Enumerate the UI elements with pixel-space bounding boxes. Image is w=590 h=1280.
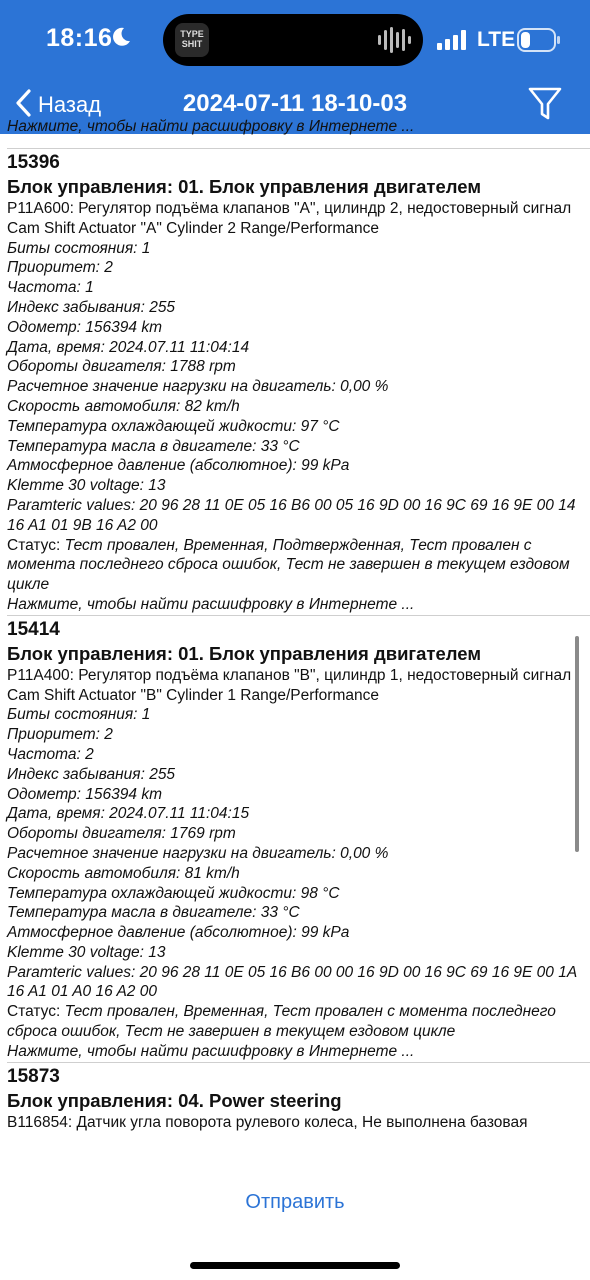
fault-description-en: Cam Shift Actuator "B" Cylinder 1 Range/Performance xyxy=(7,686,379,704)
top-bar xyxy=(0,0,590,134)
entry-code: 15873 xyxy=(7,1065,60,1087)
status-bits: Биты состояния: 1 xyxy=(7,239,151,257)
entry-code: 15396 xyxy=(7,152,60,173)
page-title: 2024-07-11 18-10-03 xyxy=(182,90,408,117)
coolant-temp: Температура охлаждающей жидкости: 97 °C xyxy=(7,417,340,435)
lookup-link[interactable]: Нажмите, чтобы найти расшифровку в Интернете ... xyxy=(7,1042,415,1060)
list-item-partial[interactable] xyxy=(0,120,590,148)
oil-temp: Температура масла в двигателе: 33 °C xyxy=(7,437,300,455)
moon-icon xyxy=(110,26,132,53)
fault-description: P11A600: Регулятор подъёма клапанов "А", цилиндр 2, недостоверный сигнал xyxy=(7,200,572,217)
control-unit: Блок управления: 01. Блок управления двигателем xyxy=(7,642,482,664)
control-unit: Блок управления: 01. Блок управления двигателем xyxy=(7,176,482,197)
island-app-label: TYPE SHIT xyxy=(180,29,204,49)
odometer: Одометр: 156394 km xyxy=(7,785,162,803)
status-bar xyxy=(0,0,590,80)
priority: Приоритет: 2 xyxy=(7,259,113,277)
list-item[interactable] xyxy=(0,616,590,1062)
list-item[interactable] xyxy=(0,149,590,615)
odometer: Одометр: 156394 km xyxy=(7,318,162,336)
priority: Приоритет: 2 xyxy=(7,726,113,744)
parametric-values: Paramteric values: 20 96 28 11 0E 05 16 B6 00 05 16 9D 00 16 9C 69 16 9E 00 14 16 A1 01 9B 16 A2 00 xyxy=(7,496,576,534)
coolant-temp: Температура охлаждающей жидкости: 98 °C xyxy=(7,884,340,902)
list-item[interactable] xyxy=(0,1063,590,1133)
fault-description: P11A400: Регулятор подъёма клапанов "В", цилиндр 1, недостоверный сигнал xyxy=(7,666,572,684)
frequency: Частота: 1 xyxy=(7,279,94,297)
fault-description: B116854: Датчик угла поворота рулевого колеса, Не выполнена базовая xyxy=(7,1113,528,1131)
fault-description-en: Cam Shift Actuator "A" Cylinder 2 Range/Performance xyxy=(7,219,379,237)
engine-load: Расчетное значение нагрузки на двигатель: 0,00 % xyxy=(7,844,389,862)
atmospheric-pressure: Атмосферное давление (абсолютное): 99 kPa xyxy=(7,457,350,475)
scrollbar[interactable] xyxy=(575,636,579,852)
lookup-link[interactable]: Нажмите, чтобы найти расшифровку в Интернете ... xyxy=(7,595,415,613)
entry-code: 15414 xyxy=(7,618,60,640)
log-scroller xyxy=(0,120,590,1132)
status-line xyxy=(7,536,590,595)
forget-index: Индекс забывания: 255 xyxy=(7,298,176,316)
bottom-toolbar xyxy=(0,1166,590,1280)
vehicle-speed: Скорость автомобиля: 81 km/h xyxy=(7,864,240,882)
date-time: Дата, время: 2024.07.11 11:04:15 xyxy=(7,805,250,823)
network-type: LTE xyxy=(477,28,516,51)
engine-rpm: Обороты двигателя: 1788 rpm xyxy=(7,358,236,376)
oil-temp: Температура масла в двигателе: 33 °C xyxy=(7,904,300,922)
parametric-values: Paramteric values: 20 96 28 11 0E 05 16 B6 00 00 16 9D 00 16 9C 69 16 9E 00 1A 16 A1 01 A0 16 A2 00 xyxy=(7,963,577,1001)
status-value: Тест провален, Временная, Тест провален с момента последнего сброса ошибок, Тест не завершен в текущем ездовом цикле xyxy=(7,1003,556,1041)
status-time: 18:16 xyxy=(46,24,113,52)
klemme-voltage: Klemme 30 voltage: 13 xyxy=(7,477,166,495)
status-label: Статус: xyxy=(7,536,65,554)
status-value: Тест провален, Временная, Подтвержденная, Тест провален с момента последнего сброса ошибок, Тест не завершен в текущем ездовом цикле xyxy=(7,536,570,594)
audio-wave-icon xyxy=(377,26,411,59)
send-button[interactable]: Отправить xyxy=(245,1191,345,1213)
home-indicator[interactable] xyxy=(190,1262,400,1269)
status-bits: Биты состояния: 1 xyxy=(7,706,151,724)
forget-index: Индекс забывания: 255 xyxy=(7,765,176,783)
status-line xyxy=(7,1002,590,1042)
engine-rpm: Обороты двигателя: 1769 rpm xyxy=(7,825,236,843)
dynamic-island xyxy=(163,14,423,66)
status-label: Статус: xyxy=(7,1003,65,1021)
lookup-link[interactable]: Нажмите, чтобы найти расшифровку в Интернете ... xyxy=(7,118,415,135)
klemme-voltage: Klemme 30 voltage: 13 xyxy=(7,943,166,961)
frequency: Частота: 2 xyxy=(7,745,94,763)
log-list[interactable] xyxy=(0,118,590,1166)
atmospheric-pressure: Атмосферное давление (абсолютное): 99 kPa xyxy=(7,924,350,942)
back-label: Назад xyxy=(38,92,102,117)
control-unit: Блок управления: 04. Power steering xyxy=(7,1089,342,1111)
battery-icon xyxy=(517,28,561,57)
island-app-icon xyxy=(175,23,209,57)
vehicle-speed: Скорость автомобиля: 82 km/h xyxy=(7,397,240,415)
engine-load: Расчетное значение нагрузки на двигатель: 0,00 % xyxy=(7,378,389,396)
signal-icon xyxy=(437,30,469,55)
date-time: Дата, время: 2024.07.11 11:04:14 xyxy=(7,338,250,356)
